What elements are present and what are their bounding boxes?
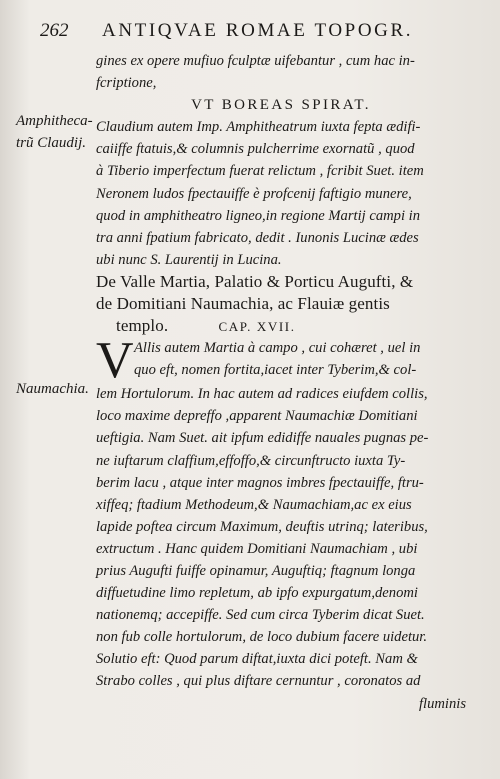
text-line: gines ex opere mufiuo fculptæ uifebantur , cum hac in- [96, 53, 415, 69]
text-line: xiffeq; ftadium Methodeum,& Naumachiam,ac ex eius [96, 496, 412, 513]
section-heading-line [116, 315, 466, 337]
text-line: berim lacu , atque inter magnos imbres fpectauiffe, ftru- [96, 474, 424, 491]
text-line: diffuetudine limo repletum, ab ipfo expurgatum,denomi [96, 585, 418, 602]
drop-cap: V [96, 337, 134, 384]
text-line: Allis autem Martia à campo , cui cohæret , uel in [134, 340, 421, 357]
text-line: fcriptione, [96, 75, 157, 92]
margin-note-amphitheatrum: Amphitheca- trũ Claudij. [16, 113, 93, 151]
text-line: Solutio eft: Quod parum diftat,iuxta dici poteft. Nam & [96, 651, 418, 668]
text-line: extructum . Hanc quidem Domitiani Naumachiam , ubi [96, 540, 418, 557]
inscription: VT BOREAS SPIRAT. [191, 97, 371, 114]
text-line: lapide poftea circum Maximum, deuftis utrinq; lateribus, [96, 518, 428, 535]
text-line: Neronem ludos fpectauiffe è profcenij faftigio munere, [96, 185, 412, 202]
running-title: ANTIQVAE ROMAE TOPOGR. [102, 20, 414, 41]
text-line: à Tiberio imperfectum fuerat relictum , fcribit Suet. item [96, 163, 424, 180]
text-line: ueftigia. Nam Suet. ait ipfum edidiffe nauales pugnas pe- [96, 430, 429, 447]
text-line: quo eft, nomen fortita,iacet inter Tyberim,& col- [134, 362, 417, 379]
text-line: ne iuftarum claffium,effoffo,& circunftructo iuxta Ty- [96, 452, 406, 469]
section-heading-end: templo. [116, 316, 169, 336]
text-line: tra anni fpatium fabricato, dedit . Iunonis Lucinæ ædes [96, 229, 419, 246]
section-heading-line: de Domitiani Naumachia, ac Flauiæ gentis [96, 294, 390, 314]
text-line: quod in amphitheatro ligneo,in regione Martij campi in [96, 207, 421, 224]
page-number: 262 [40, 20, 69, 41]
catchword-line [96, 693, 466, 715]
page-header [34, 18, 470, 46]
text-line: Claudium autem Imp. Amphitheatrum iuxta fepta ædifi- [96, 119, 421, 136]
text-line: prius Augufti fuiffe opinamur, Auguftiq; ftagnum longa [96, 562, 416, 579]
text-line: loco maxime depreffo ,apparent Naumachiæ Domitiani [96, 408, 418, 425]
text-line: ubi nunc S. Laurentij in Lucina. [96, 251, 282, 268]
text-line: nationemq; accepiffe. Sed cum circa Tyberim dicat Suet. [96, 607, 425, 624]
margin-note-naumachia: Naumachia. [16, 381, 89, 397]
section-heading-line: De Valle Martia, Palatio & Porticu Augufti, & [96, 271, 414, 291]
text-line: Strabo colles , qui plus diftare cernuntur , coronatos ad [96, 673, 421, 690]
text-line: lem Hortulorum. In hac autem ad radices eiufdem collis, [96, 386, 428, 403]
chapter-label: CAP. XVII. [218, 319, 296, 335]
main-text [96, 50, 466, 715]
text-line: caiiffe ftatuis,& columnis pulcherrime exornatũ , quod [96, 141, 415, 158]
text-line: non fub colle hortulorum, de loco dubium facere uidetur. [96, 629, 428, 646]
drop-cap-paragraph [96, 337, 466, 383]
catchword: fluminis [418, 695, 466, 712]
